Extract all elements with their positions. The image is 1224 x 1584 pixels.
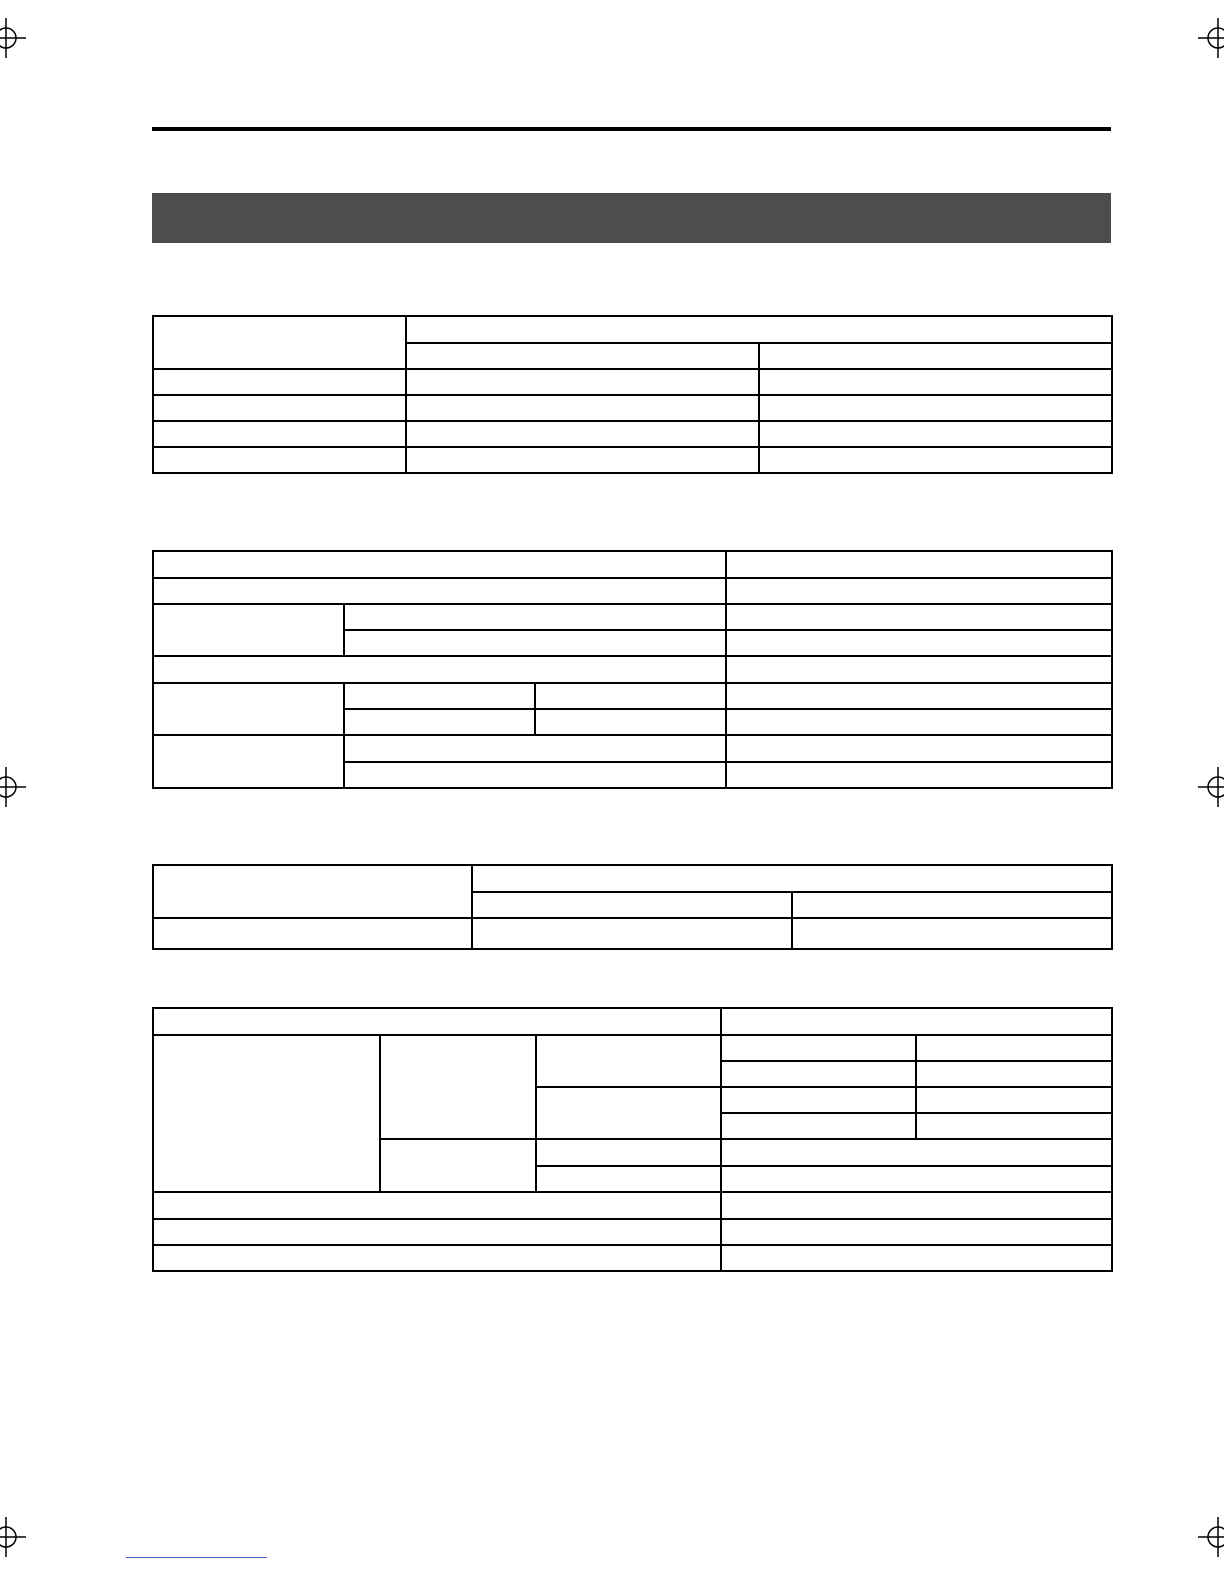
table-cell: [726, 709, 1112, 735]
table-row: [153, 683, 1112, 709]
registration-mark-icon: [1196, 1515, 1224, 1559]
table-cell: [792, 892, 1112, 918]
table-row: [153, 604, 1112, 630]
table-row: [153, 1245, 1112, 1271]
table-4: [152, 1007, 1113, 1272]
table-cell: [721, 1113, 916, 1139]
table-cell: [153, 421, 406, 447]
table-cell: [153, 918, 472, 949]
registration-mark-icon: [1196, 16, 1224, 60]
table-row: [153, 1035, 1112, 1061]
table-cell: [792, 918, 1112, 949]
table-cell: [153, 683, 344, 735]
table-row: [153, 918, 1112, 949]
table-cell: [153, 865, 472, 918]
table-cell: [721, 1087, 916, 1113]
table-cell: [726, 578, 1112, 604]
table-cell: [721, 1219, 1112, 1245]
registration-mark-icon: [0, 765, 28, 809]
table-row: [153, 1008, 1112, 1035]
table-cell: [759, 343, 1112, 369]
table-cell: [153, 369, 406, 395]
table-cell: [721, 1166, 1112, 1192]
registration-mark-icon: [1196, 765, 1224, 809]
registration-mark-icon: [0, 16, 28, 60]
table-cell: [153, 656, 726, 683]
table-cell: [380, 1035, 536, 1139]
table-cell: [153, 551, 726, 578]
table-cell: [726, 630, 1112, 656]
table-cell: [916, 1113, 1112, 1139]
table-row: [153, 578, 1112, 604]
table-cell: [916, 1087, 1112, 1113]
table-cell: [916, 1035, 1112, 1061]
table-cell: [759, 395, 1112, 421]
table-cell: [153, 1035, 380, 1192]
table-cell: [380, 1139, 536, 1192]
table-row: [153, 551, 1112, 578]
table-cell: [153, 316, 406, 369]
table-cell: [153, 578, 726, 604]
table-row: [153, 369, 1112, 395]
table-cell: [153, 395, 406, 421]
table-cell: [406, 343, 759, 369]
table-cell: [535, 683, 726, 709]
table-cell: [726, 604, 1112, 630]
table-cell: [536, 1139, 721, 1166]
table-cell: [721, 1008, 1112, 1035]
table-cell: [535, 709, 726, 735]
table-cell: [344, 630, 726, 656]
table-cell: [153, 1008, 721, 1035]
table-cell: [759, 369, 1112, 395]
table-cell: [344, 762, 726, 788]
header-rule: [152, 127, 1111, 131]
table-cell: [406, 316, 1112, 343]
table-cell: [726, 551, 1112, 578]
table-cell: [406, 395, 759, 421]
section-banner-title: [152, 207, 164, 229]
table-2: [152, 550, 1113, 789]
table-cell: [406, 421, 759, 447]
table-cell: [344, 683, 535, 709]
table-row: [153, 1219, 1112, 1245]
table-cell: [406, 369, 759, 395]
table-cell: [726, 683, 1112, 709]
table-cell: [916, 1061, 1112, 1087]
table-cell: [153, 1245, 721, 1271]
table-cell: [726, 735, 1112, 762]
footer-link-underline[interactable]: [126, 1557, 267, 1558]
table-cell: [721, 1061, 916, 1087]
table-1: [152, 315, 1113, 474]
table-cell: [472, 892, 792, 918]
table-cell: [344, 604, 726, 630]
table-cell: [153, 1192, 721, 1219]
table-cell: [472, 865, 1112, 892]
table-row: [153, 735, 1112, 762]
table-cell: [153, 1219, 721, 1245]
section-banner: [152, 193, 1111, 243]
table-cell: [759, 447, 1112, 473]
table-cell: [726, 762, 1112, 788]
table-cell: [726, 656, 1112, 683]
table-cell: [759, 421, 1112, 447]
table-row: [153, 656, 1112, 683]
table-cell: [721, 1192, 1112, 1219]
table-row: [153, 447, 1112, 473]
table-3: [152, 864, 1113, 950]
table-cell: [536, 1035, 721, 1087]
table-cell: [344, 735, 726, 762]
table-cell: [153, 447, 406, 473]
table-cell: [536, 1087, 721, 1139]
table-cell: [721, 1139, 1112, 1166]
table-cell: [344, 709, 535, 735]
table-cell: [721, 1245, 1112, 1271]
table-cell: [472, 918, 792, 949]
registration-mark-icon: [0, 1515, 28, 1559]
table-cell: [536, 1166, 721, 1192]
table-row: [153, 1192, 1112, 1219]
table-cell: [406, 447, 759, 473]
table-row: [153, 421, 1112, 447]
table-cell: [721, 1035, 916, 1061]
table-cell: [153, 604, 344, 656]
table-row: [153, 395, 1112, 421]
table-cell: [153, 735, 344, 788]
